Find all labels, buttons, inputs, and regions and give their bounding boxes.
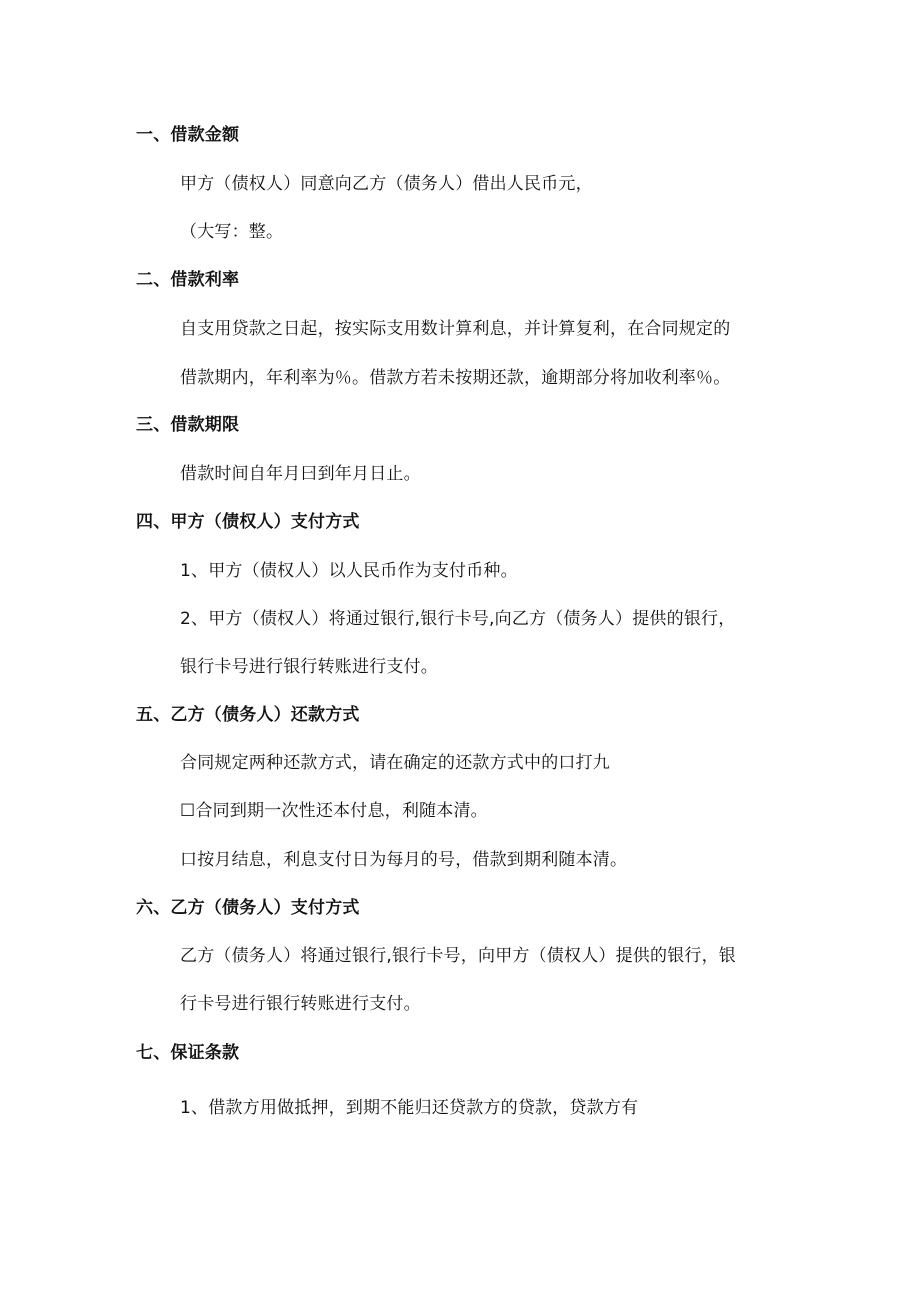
paragraph-line: （大写：整。 [180, 222, 284, 242]
paragraph-line: 行卡号进行银行转账进行支付。 [180, 994, 421, 1014]
paragraph-line: 借款期内，年利率为％。借款方若未按期还款，逾期部分将加收利率％。 [180, 368, 731, 388]
section-heading-interest-rate: 二、借款利率 [136, 270, 240, 290]
paragraph-line: 借款时间自年月曰到年月日止。 [180, 464, 421, 484]
paragraph-line: 自支用贷款之日起，按实际支用数计算利息，并计算复利，在合同规定的 [180, 319, 731, 339]
paragraph-line: 1、借款方用做抵押，到期不能归还贷款方的贷款，贷款方有 [180, 1098, 639, 1118]
section-heading-guarantee: 七、保证条款 [136, 1043, 240, 1063]
section-heading-lender-payment: 四、甲方（债权人）支付方式 [136, 512, 360, 532]
section-heading-repayment-method: 五、乙方（债务人）还款方式 [136, 705, 360, 725]
paragraph-line: 甲方（债权人）同意向乙方（债务人）借出人民币元， [180, 174, 593, 194]
section-heading-loan-amount: 一、借款金额 [136, 125, 240, 145]
paragraph-line: 2、甲方（债权人）将通过银行,银行卡号,向乙方（债务人）提供的银行， [180, 609, 736, 629]
paragraph-line: 银行卡号进行银行转账进行支付。 [180, 657, 438, 677]
paragraph-line: 合同规定两种还款方式，请在确定的还款方式中的口打九 [180, 753, 610, 773]
section-heading-loan-term: 三、借款期限 [136, 415, 240, 435]
paragraph-line: 1、甲方（债权人）以人民币作为支付币种。 [180, 561, 518, 581]
section-heading-borrower-payment: 六、乙方（债务人）支付方式 [136, 898, 360, 918]
paragraph-line: 口按月结息，利息支付日为每月的号，借款到期利随本清。 [180, 850, 628, 870]
paragraph-line: ☐合同到期一次性还本付息，利随本清。 [180, 801, 488, 821]
paragraph-line: 乙方（债务人）将通过银行,银行卡号，向甲方（债权人）提供的银行，银 [180, 946, 737, 966]
